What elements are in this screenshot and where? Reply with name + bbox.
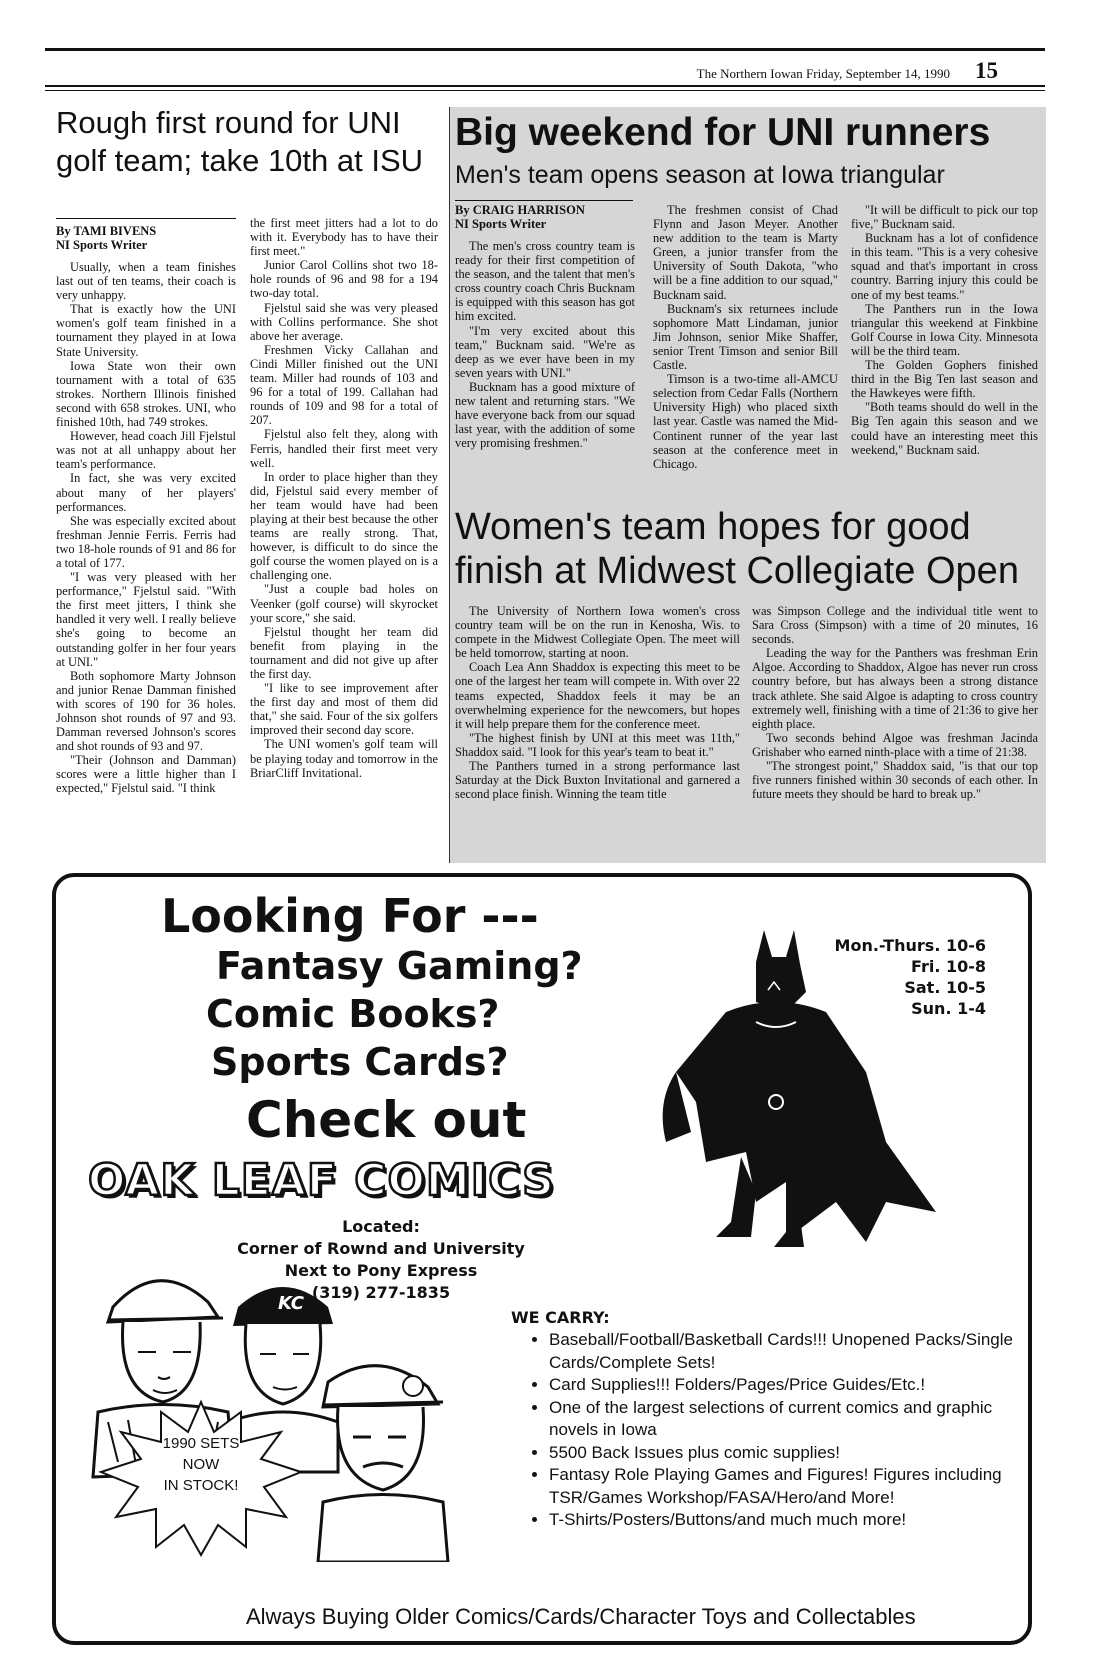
- golf-paragraph: The UNI women's golf team will be playing today and tomorrow in the BriarCliff Invitational.: [250, 737, 438, 780]
- golf-paragraph: Iowa State won their own tournament with a total of 635 strokes. Northern Illinois finished second with 658 strokes. UNI, who finished 10th, had 749 strokes.: [56, 358, 236, 430]
- publication-date: The Northern Iowan Friday, September 14, 1990: [696, 66, 950, 81]
- runners-paragraph: The Panthers run in the Iowa triangular this weekend at Finkbine Golf Course in Iowa City. Minnesota will be the third team.: [851, 301, 1038, 358]
- golf-paragraph: In order to place higher than they did, Fjelstul said every member of her team would have had been playing at their best because the other teams are really strong. That, however, is difficult to do since the golf course the women played on is a challenging one.: [250, 469, 438, 583]
- golf-byline: [56, 224, 236, 252]
- runners-column-1: [455, 203, 635, 493]
- carry-item: • One of the largest selections of current comics and graphic novels in Iowa: [549, 1397, 1019, 1442]
- womens-paragraph: Coach Lea Ann Shaddox is expecting this meet to be one of the largest her team will compete in. With over 22 teams expected, Shaddox feels it may be an overwhelming experience for the newcomers, but hopes it will help prepare them for the conference meet.: [455, 660, 740, 731]
- burst-line-2: NOW: [182, 1456, 220, 1473]
- golf-paragraph: In fact, she was very excited about many of her players' performances.: [56, 471, 236, 514]
- golf-column-2: [250, 216, 438, 860]
- runners-subhead: Men's team opens season at Iowa triangular: [455, 161, 945, 189]
- womens-paragraph: "The highest finish by UNI at this meet was 11th," Shaddox said. "I look for this year's team to beat it.": [455, 730, 740, 759]
- top-rule: [45, 48, 1045, 51]
- burst-text: [126, 1433, 276, 1496]
- ad-check-out: Check out: [246, 1091, 527, 1149]
- golf-byline-title: NI Sports Writer: [56, 238, 148, 252]
- runners-headline: Big weekend for UNI runners: [455, 111, 991, 154]
- runners-column-3: [851, 203, 1038, 493]
- womens-paragraph: The Panthers turned in a strong performance last Saturday at the Dick Buxton Invitational and garnered a second place finish. Winning the team title: [455, 759, 740, 802]
- carry-item: • Fantasy Role Playing Games and Figures! Figures including TSR/Games Workshop/FASA/Hero/and More!: [549, 1464, 1019, 1509]
- ad-address-line-1: Corner of Rownd and University: [237, 1239, 525, 1258]
- ad-question-comics: Comic Books?: [206, 992, 500, 1036]
- hours-weekdays: Mon.-Thurs. 10-6: [834, 936, 986, 955]
- womens-paragraph: was Simpson College and the individual title went to Sara Cross (Simpson) with a time of 20 minutes, 16 seconds.: [752, 604, 1038, 647]
- runners-byline-rule: [455, 200, 633, 201]
- header-rule-2: [45, 90, 1045, 91]
- golf-paragraph: Fjelstul also felt they, along with Ferris, handled their first meet very well.: [250, 427, 438, 470]
- womens-paragraph: Two seconds behind Algoe was freshman Jacinda Grishaber who earned ninth-place with a time of 21:38.: [752, 730, 1038, 759]
- golf-paragraph: Junior Carol Collins shot two 18-hole rounds of 96 and 98 for a 194 two-day total.: [250, 258, 438, 301]
- golf-column-1: [56, 224, 236, 860]
- hours-sunday: Sun. 1-4: [911, 999, 986, 1018]
- runners-paragraph: Bucknam has a good mixture of new talent and returning stars. "We have everyone back from our squad last year, with the addition of some very promising freshmen.": [455, 379, 635, 451]
- golf-byline-name: By TAMI BIVENS: [56, 224, 157, 238]
- womens-paragraph: "The strongest point," Shaddox said, "is that our top five runners finished within 30 seconds of each other. In future meets they should be hard to break up.": [752, 759, 1038, 802]
- ad-store-name: OAK LEAF COMICS: [88, 1155, 555, 1206]
- golf-paragraph: "Their (Johnson and Damman) scores were a little higher than I expected," Fjelstul said. "I think: [56, 753, 236, 796]
- ad-address-line-2: Next to Pony Express: [284, 1261, 478, 1280]
- header-rule: [45, 85, 1045, 87]
- womens-paragraph: Leading the way for the Panthers was freshman Erin Algoe. According to Shaddox, Algoe has never run cross country before, but has always been a strong distance track athlete. She said Algoe is adapting to cross country extremely well, finishing with a time of 21:36 to give her eighth place.: [752, 646, 1038, 731]
- runners-paragraph: Bucknam's six returnees include sophomore Matt Lindaman, junior Jim Johnson, senior Mike Shaffer, senior Trent Timson and senior Bill Castle.: [653, 301, 838, 373]
- golf-paragraph: Freshmen Vicky Callahan and Cindi Miller finished out the UNI team. Miller had rounds of 103 and 96 for a total of 199. Callahan had rounds of 109 and 98 for a total of 207.: [250, 342, 438, 428]
- golf-paragraph: Both sophomore Marty Johnson and junior Renae Damman finished with scores of 190 for 36 holes. Johnson shot rounds of 97 and 93. Damman reversed Johnson's scores and shot rounds of 93 and 97.: [56, 668, 236, 754]
- ad-question-cards: Sports Cards?: [211, 1040, 509, 1084]
- carry-item: • Baseball/Football/Basketball Cards!!! Unopened Packs/Single Cards/Complete Sets!: [549, 1329, 1019, 1374]
- golf-paragraph: However, head coach Jill Fjelstul was not at all unhappy about her team's performance.: [56, 429, 236, 472]
- golf-byline-rule: [56, 218, 236, 219]
- kc-cap-logo: KC: [278, 1293, 305, 1314]
- golf-paragraph: That is exactly how the UNI women's golf team finished in a tournament they played in at Iowa State University.: [56, 302, 236, 359]
- womens-column-2: [752, 604, 1038, 862]
- runners-paragraph: "I'm very excited about this team," Bucknam said. "We're as deep as we ever have been in my seven years with UNI.": [455, 323, 635, 380]
- runners-paragraph: "It will be difficult to pick our top five," Bucknam said.: [851, 203, 1038, 232]
- golf-paragraph: the first meet jitters had a lot to do with it. Everybody has to have their first meet.": [250, 216, 438, 259]
- hours-friday: Fri. 10-8: [911, 957, 986, 976]
- womens-paragraph: The University of Northern Iowa women's cross country team will be on the run in Kenosha, Wis. to compete in the Midwest Collegiate Open. The meet will be held tomorrow, starting at noon.: [455, 604, 740, 661]
- runners-byline-name: By CRAIG HARRISON: [455, 203, 585, 217]
- ad-question-gaming: Fantasy Gaming?: [216, 944, 583, 988]
- ad-phone: (319) 277-1835: [311, 1283, 451, 1302]
- oak-leaf-comics-ad: [52, 873, 1032, 1645]
- runners-byline-title: NI Sports Writer: [455, 217, 547, 231]
- runners-paragraph: Timson is a two-time all-AMCU selection from Cedar Falls (Northern University High) who placed sixth last year. Castle was named the Mid-Continent runner of the year last season at the conference meet in Chicago.: [653, 372, 838, 471]
- carry-item: • 5500 Back Issues plus comic supplies!: [549, 1442, 1019, 1465]
- we-carry-list: [531, 1329, 1019, 1532]
- golf-paragraph: Fjelstul said she was very pleased with Collins performance. She shot above her average.: [250, 300, 438, 343]
- caped-hero-illustration: [636, 902, 956, 1262]
- runners-paragraph: Bucknam has a lot of confidence in this team. "This is a very cohesive squad and that's important in cross country. Barring injury this could be one of my best teams.": [851, 231, 1038, 302]
- golf-paragraph: Fjelstul thought her team did benefit from playing in the tournament and did not give up after the first day.: [250, 624, 438, 681]
- golf-paragraph: "I like to see improvement after the first day and most of them did that," she said. Four of the six golfers improved their second day score.: [250, 681, 438, 738]
- golf-paragraph: "Just a couple bad holes on Veenker (golf course) will skyrocket your score," she said.: [250, 582, 438, 625]
- runners-paragraph: The freshmen consist of Chad Flynn and Jason Meyer. Another new addition to the team is Marty Green, a junior transfer from the University of South Dakota, "who will be a fine addition to our squad," Bucknam said.: [653, 203, 838, 302]
- runners-paragraph: The Golden Gophers finished third in the Big Ten last season and the Hawkeyes were fifth.: [851, 358, 1038, 401]
- runners-paragraph: The men's cross country team is ready for their first competition of the season, and the talent that men's cross country coach Chris Bucknam is equipped with this season has got him excited.: [455, 239, 635, 324]
- golf-paragraph: Usually, when a team finishes last out of ten teams, their coach is very unhappy.: [56, 260, 236, 303]
- runners-column-2: [653, 203, 838, 493]
- burst-line-3: IN STOCK!: [163, 1477, 239, 1494]
- ad-located-label: Located:: [342, 1217, 420, 1236]
- golf-headline: Rough first round for UNI golf team; take 10th at ISU: [56, 105, 424, 178]
- womens-headline: Women's team hopes for good finish at Midwest Collegiate Open: [455, 506, 1019, 592]
- womens-column-1: [455, 604, 740, 862]
- runners-paragraph: "Both teams should do well in the Big Ten again this season and we could have an interesting meet this weekend," Bucknam said.: [851, 400, 1038, 457]
- hours-saturday: Sat. 10-5: [904, 978, 986, 997]
- golf-paragraph: She was especially excited about freshman Jennie Ferris. Ferris had two 18-hole rounds of 91 and 86 for a total of 177.: [56, 513, 236, 570]
- ad-looking-for: Looking For ---: [161, 889, 539, 943]
- ad-footer: Always Buying Older Comics/Cards/Character Toys and Collectables: [246, 1604, 916, 1629]
- golf-paragraph: "I was very pleased with her performance," Fjelstul said. "With the first meet jitters, I think she handled it very well. I really believe she's going to become an outstanding golfer in her four years at UNI.": [56, 570, 236, 669]
- page-number: 15: [975, 58, 998, 83]
- we-carry-label: WE CARRY:: [511, 1308, 610, 1327]
- carry-item: • Card Supplies!!! Folders/Pages/Price Guides/Etc.!: [549, 1374, 1019, 1397]
- burst-line-1: 1990 SETS: [162, 1435, 240, 1452]
- carry-item: • T-Shirts/Posters/Buttons/and much much more!: [549, 1509, 1019, 1532]
- runners-byline: [455, 203, 635, 231]
